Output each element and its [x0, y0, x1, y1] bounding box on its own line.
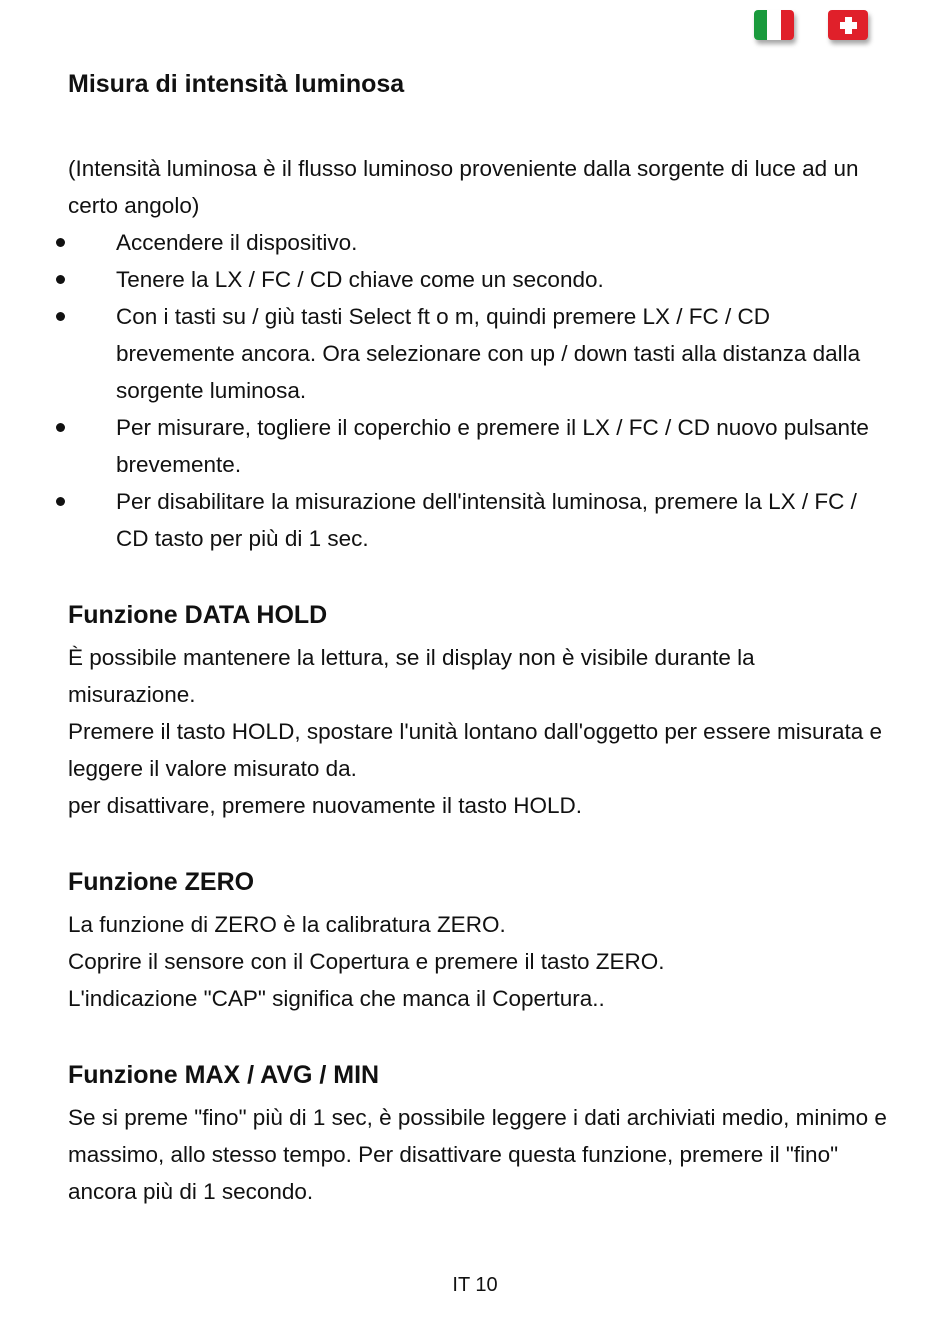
paragraph-line: L'indicazione "CAP" significa che manca il Copertura..	[68, 986, 605, 1011]
page-number: IT 10	[452, 1274, 498, 1296]
switzerland-flag-icon[interactable]	[828, 10, 868, 40]
bullet-icon	[56, 312, 65, 321]
section-max-avg-min	[68, 1057, 888, 1210]
section-title-max-avg-min: Funzione MAX / AVG / MIN	[68, 1061, 380, 1089]
list-item: Tenere la LX / FC / CD chiave come un secondo.	[68, 261, 888, 298]
paragraph-line: È possibile mantenere la lettura, se il display non è visibile durante la misurazione.	[68, 645, 755, 707]
bullet-icon	[56, 497, 65, 506]
list-item: Accendere il dispositivo.	[68, 224, 888, 261]
document-content	[68, 66, 888, 1210]
bullet-icon	[56, 423, 65, 432]
list-item: Per misurare, togliere il coperchio e premere il LX / FC / CD nuovo pulsante brevemente.	[68, 409, 888, 483]
section-title-light-intensity: Misura di intensità luminosa	[68, 70, 405, 98]
italy-flag-icon[interactable]	[754, 10, 794, 40]
paragraph-line: Premere il tasto HOLD, spostare l'unità lontano dall'oggetto per essere misurata e leggere il valore misurato da.	[68, 719, 883, 781]
language-flags	[754, 10, 868, 40]
bullet-icon	[56, 275, 65, 284]
paragraph-line: La funzione di ZERO è la calibratura ZERO.	[68, 912, 506, 937]
section-title-zero: Funzione ZERO	[68, 868, 255, 896]
section-zero	[68, 864, 888, 1017]
list-item: Per disabilitare la misurazione dell'intensità luminosa, premere la LX / FC / CD tasto per più di 1 sec.	[68, 483, 888, 557]
section-data-hold	[68, 597, 888, 824]
intro-paragraph: (Intensità luminosa è il flusso luminoso proveniente dalla sorgente di luce ad un certo angolo)	[68, 156, 859, 218]
list-item: Con i tasti su / giù tasti Select ft o m, quindi premere LX / FC / CD brevemente ancora. Ora selezionare con up / down tasti alla distanza dalla sorgente luminosa.	[68, 298, 888, 409]
section-title-data-hold: Funzione DATA HOLD	[68, 601, 328, 629]
bullet-icon	[56, 238, 65, 247]
instruction-list	[68, 224, 888, 557]
paragraph-line: Coprire il sensore con il Copertura e premere il tasto ZERO.	[68, 949, 665, 974]
paragraph-line: Se si preme "fino" più di 1 sec, è possibile leggere i dati archiviati medio, minimo e massimo, allo stesso tempo. Per disattivare questa funzione, premere il "fino" ancora più di 1 secondo.	[68, 1105, 887, 1204]
paragraph-line: per disattivare, premere nuovamente il tasto HOLD.	[68, 793, 582, 818]
